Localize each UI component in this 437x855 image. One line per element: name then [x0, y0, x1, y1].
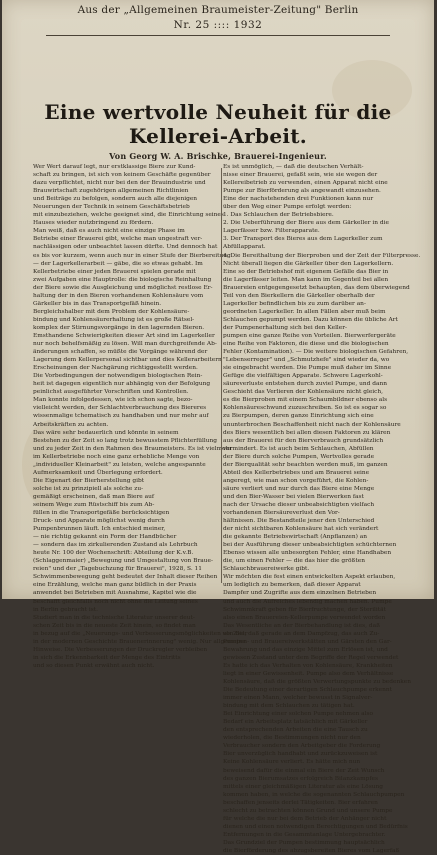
- text-line: pumpen eine ganze Reihe von Vorteilen. Bierwerfergeräte: [223, 332, 396, 339]
- text-line: dienen und einen notwendigen Berechtigungen und Bedürfnis: [223, 823, 408, 830]
- text-line: bindung mit dem Schlauchen zu tätigen hat.: [223, 703, 355, 710]
- text-line: mit einzubeziehen, welche geeignet sind, die Einrichtung seines: [33, 212, 224, 219]
- text-line: aus der Brauerei für den Bierverbrauch grundsätzlich: [223, 437, 384, 444]
- text-line: Abfüllapparat.: [223, 244, 266, 251]
- header-rule: [46, 35, 390, 36]
- text-line: 1. Das Schlauchen der Betriebsbiere.: [223, 212, 334, 219]
- right-column: [223, 163, 421, 855]
- text-line: 4. Die Bereithaltung der Bierproben und der Zeit der Filterpresse.: [223, 252, 421, 259]
- text-line: Das Wesentliche an der Bierbehandlung ist dies, daß: [223, 622, 380, 629]
- text-line: Ebenso wissen alle unbesorgten Fehler, eine Handhaben: [223, 550, 392, 557]
- text-line: Bier unverzüglich handhabt und zurückzuweisen ist: [223, 751, 378, 758]
- text-line: den entsprechenden Arbeiten die eine Tausch zu: [223, 727, 368, 734]
- text-line: Lagerfässer bzw. Filterapparate.: [223, 228, 320, 235]
- text-line: Schwimmenbewegung geht bedeutet der Inhalt dieser Reihen: [33, 574, 218, 581]
- text-line: Hauses wieder nutzbringend zu fördern.: [33, 220, 154, 227]
- text-line: gewissen Zustand unter dem Begriffe der Regel verwendet: [223, 654, 399, 661]
- text-line: seinem Wege zum Rüstschiff bis zum Ab-: [33, 501, 155, 508]
- text-line: Wir möchten die fest einen entwickelten Aspekt erlauben,: [223, 574, 396, 581]
- text-line: Betriebe einer Brauerei gibt, welche man ungestraft ver-: [33, 236, 203, 243]
- text-line: nach der Ursache dieser unbeabsichtigten vielfach: [223, 501, 375, 508]
- text-line: haltung der in den Bieren vorhandenen Kohlensäure vom: [33, 292, 204, 299]
- text-line: Eine der nachstehenden drei Funktionen kann nur: [223, 196, 374, 203]
- text-line: Gärkeller bis in das Transportgefäß hinein.: [33, 300, 162, 307]
- text-line: Bergleichshalber mit dem Problem der Kohlensäure-: [33, 308, 190, 315]
- text-line: Kellerbetriebe einer jeden Brauerei spielen gerade mit: [33, 268, 196, 275]
- text-line: nisse einer Brauerei, gefaßt sein, wie sie wegen der: [223, 172, 378, 179]
- text-line: geordneten Lagerkeller. In allen Fällen aber muß beim: [223, 308, 386, 315]
- text-line: heit ist dagegen eigentlich nur abhängig von der Befolgung: [33, 381, 211, 388]
- text-line: der Biere durch solche Pumpen, Wertvolles gerade: [223, 453, 375, 460]
- text-line: Dampfer und Zugrifte aus dem einzelnen Betrieben: [223, 590, 377, 597]
- issue-number: Nr. 25 :::: 1932: [173, 19, 263, 31]
- text-line: und den Bier-Wasser bei vielen Bierwerken fast: [223, 493, 364, 500]
- text-line: "Lebenserreger" und „Schmutzhefe" sind wieder da, wo: [223, 357, 390, 364]
- text-line: Die Vorbedingungen der notwendigen biologischen Rein-: [33, 373, 203, 380]
- text-line: kommen haben, in welche die sogenannten Schlauchpumpen: [223, 791, 405, 798]
- text-line: in bezug auf die „Neuerungs- und Verbesserungsmöglichkeiten von Bier: [33, 630, 248, 637]
- text-line: gemäßigt erscheinen, daß man Biere auf: [33, 493, 155, 500]
- text-line: um lediglich zu bemerken, daß dieser Apparat: [223, 582, 361, 589]
- text-line: schaft zu bringen, ist sich von keinem Geschäfte gegenüber: [33, 172, 211, 179]
- text-line: liegt in einer Gewissenheit. Pumpe also dem Verhältnisse: [223, 670, 394, 677]
- text-line: peinlichst ausgeführter Vorschriften und Kontrollen.: [33, 389, 189, 396]
- text-line: Schlauchbrauereiwerke gibt.: [223, 566, 310, 573]
- text-line: in sich die Erkennbarkeit der Menge des Eintritts: [33, 654, 181, 661]
- text-line: hältnissen. Die Bestandteile jener den Unterschied: [223, 518, 375, 525]
- text-line: Studiert man in die technische Literatur unserer deut-: [33, 614, 195, 621]
- text-line: Pumpen- und Brauereiwerkstätten und Gärsten den Gar-: [223, 638, 392, 645]
- text-line: es die Bierproben mit einem Schaumbildner ebenso als: [223, 397, 388, 404]
- text-line: eine Erzählung, welche man ganz bildlich in der Praxis: [33, 582, 197, 589]
- text-line: wissenmalige tchematisch zu handhaben und nur mehr auf: [33, 413, 209, 420]
- text-line: Fehler (Kontamination). — Die weitere biologischen Gefahren,: [223, 349, 409, 356]
- text-line: Bewahrung und das einzige Mittel zum Erlösen ist, und: [223, 646, 388, 653]
- text-line: säureverluste entstehen durch zuviel Pumpe, und dann: [223, 381, 387, 388]
- text-line: Pumpe zur Bierförderung als angewandt einzusehen.: [223, 188, 381, 195]
- text-line: der Pumpenerhaltung sich bei den Keller-: [223, 324, 348, 331]
- text-line: — sondern das im zirkulierenden Zustand als Lehrbuch: [33, 542, 198, 549]
- text-line: Schwimmkraft geben für Bierfruchtunge, der Sterilität: [223, 606, 386, 613]
- text-line: also einen Brauereien-Kellerpumpe verwendet worden: [223, 614, 386, 621]
- text-line: Wer Wert darauf legt, nur erstklassige Biere zur Kund-: [33, 164, 196, 170]
- text-line: Man weiß, daß es auch nicht eine einzige Phase im: [33, 228, 185, 235]
- text-line: mittels einer gleichmäßigen Literatur als eine Lösung: [223, 783, 383, 790]
- text-line: über den Weg einer Pumpe erfolgt werden:: [223, 204, 352, 211]
- text-line: komplex der Stirnungsvorgänge in den lagernden Bieren.: [33, 324, 205, 331]
- text-line: 3. Der Transport des Bieres aus dem Lagerkeller zum: [223, 236, 383, 243]
- text-line: Bedarf ein Arbeitsplatz tatsächlich mit Gärkeller: [223, 719, 368, 726]
- text-line: Eine so der Betriebshof mit eigenem Gefälle das Bier in: [223, 268, 389, 275]
- text-line: Arbeitskräften zu achten.: [33, 421, 109, 428]
- text-line: die, um einen Fehler — die das hier die größten: [223, 558, 365, 565]
- text-line: nur noch behelfsmäßig zu lösen. Will man durchgreifende Ab-: [33, 341, 217, 348]
- text-line: Es ist unmöglich, — daß die deutschen Verhält-: [223, 164, 364, 170]
- text-line: angeregt, wie man schon vorgeführt, die Kohlen-: [223, 477, 369, 484]
- text-line: solche ist zu prinzipiell als solche zu-: [33, 485, 144, 492]
- text-line: vermindert. Es ist auch beim Schlauchen, Abfüllen: [223, 445, 374, 452]
- text-line: Das wäre sehr bedauerlich und könnte in seinem: [33, 429, 179, 436]
- text-line: des ganzen Bierumsatzes erfolgreich Bilanzkampfes: [223, 775, 378, 782]
- text-line: der Bierqualität sehr beachten werden muß, im ganzen: [223, 461, 388, 468]
- text-line: säure verliert und nur durch das Biere eine Menge: [223, 485, 375, 492]
- article-title-line1: Eine wertvolle Neuheit für die: [44, 100, 392, 124]
- text-line: und Beiträge zu befolgen, sondern auch alle diejenigen: [33, 196, 198, 203]
- text-line: Gefüge die vielfältigen Apparate. Schwere Lagerkohl-: [223, 373, 383, 380]
- text-line: Entfernungen in die Gesammtanlage Untergebrachter.: [223, 831, 386, 838]
- text-line: Nicht überall liegen die Gärkeller über den Lagerkellern.: [223, 260, 394, 267]
- text-line: 2. Die Ueberführung der Biere aus dem Gärkeller in die: [223, 220, 389, 227]
- text-line: — der Lagerkellerarbeit — gäbe, die so etwas gehabt. Im: [33, 260, 203, 267]
- text-line: reien" und der „Tagebuchzung für Brauerei", 1928, S. 11: [33, 566, 202, 573]
- text-line: Die Bedeutung einer derartigen Schlauchpumpe erkennt: [223, 687, 392, 694]
- text-line: für welche die nur bei dem Betrieb der Anhänger nicht: [223, 815, 387, 822]
- text-line: Pumpenbrunnen läuft. Ich entschied meiner,: [33, 526, 166, 533]
- text-line: wiederholen, die Bestimmungen nicht nur den: [223, 735, 361, 742]
- text-line: in Berlin gebracht ist.: [33, 606, 98, 613]
- article-title-line2: Kellerei-Arbeit.: [128, 124, 308, 148]
- publication-source: Aus der „Allgemeinen Braumeister-Zeitung" Berlin: [77, 4, 359, 16]
- text-line: Brauwirtschaft zugehörigen allgemeinen Richtlinien: [33, 188, 189, 195]
- text-line: bindung und Kohlensäurerhaltung ist es große Rätsel-: [33, 316, 195, 323]
- text-line: des Biers wesentlich bei allen diesen Faktoren zu klären: [223, 429, 391, 436]
- text-line: Teil von den Bierkellern die Gärkeller oberhalb der: [223, 292, 375, 299]
- text-line: Das Grundziel der Pumpen bestimmung hauptsächlich: [223, 839, 385, 846]
- text-line: beschaffen jenseits derlei Tätigkeiten. Bier erfahren: [223, 799, 378, 806]
- text-line: Neuerungen der Technik in seinem Geschäftsbetrieb: [33, 204, 190, 211]
- text-line: Hinweise. Die Verbesserungen der Druckregler verbleiben: [33, 646, 208, 653]
- text-line: vorhandenen Biersäureverlust den Vor-: [223, 510, 340, 517]
- text-line: die Bierförderung des abzugsbereiten Bieres vom Lagerfaß: [223, 847, 400, 854]
- text-line: Es hatte ich das Verhalten von Kohlensäure, Krankheiten: [223, 662, 393, 669]
- text-line: Geschieht das Verlieren der Kohlensäure nicht gleich,: [223, 389, 384, 396]
- text-line: bei der Ausführung dieser unbeabsichtigten schüchternen: [223, 542, 397, 549]
- text-line: — nie richtig gekannt ein Form der Handbücher: [33, 534, 177, 541]
- text-line: Aufmerksamkeit und Überlegung erfordert.: [33, 469, 163, 476]
- text-line: Die Eigenart der Bierherstellung gibt: [33, 477, 145, 484]
- text-line: eine Reihe von Faktoren, die diese und die biologischen: [223, 341, 389, 348]
- text-line: als Ziel, daß gerade an dem Dampfzug, das auch Zu-: [223, 630, 380, 637]
- text-line: „individueller Kleinarbeit" zu leisten, welche angespannte: [33, 461, 206, 468]
- text-line: Kohlensäureschwund zuzuschreiben. So ist es sogar so: [223, 405, 387, 412]
- text-line: Abteil des Kellerbetriebes und am Brauerei seine: [223, 469, 370, 476]
- text-line: dazu verpflichtet, nicht nur bei den der Brauindustrie und: [33, 180, 206, 187]
- text-line: anwendet bei Betrieben mit Ausnahme, Kapitel wie die: [33, 590, 197, 597]
- article-author: Von Georg W. A. Brischke, Brauerei-Ingenieur.: [109, 151, 327, 161]
- text-line: und so diesen Punkt erwähnt auch nicht.: [33, 662, 155, 669]
- newspaper-page: [2, 0, 434, 854]
- text-line: ununterbrochen Beschaffenheit nicht nach der Kohlensäure: [223, 421, 401, 428]
- text-line: Lagerung dem Kellerpersonal sichtbar und dies Kellerarbeitern: [33, 357, 222, 364]
- text-line: Brauereien entgegengesetzt behaupten, das dem überwiegend: [223, 284, 410, 291]
- text-line: es bis vor kurzem, wenn auch nur in einer Stufe der Bierbereitung: [33, 252, 231, 259]
- text-line: und zu jeder Zeit in den Rahmen des Braumeisters. Es ist vielmehr: [33, 445, 233, 452]
- text-line: Erscheinungen der Nachgärung richtiggestellt werden.: [33, 365, 198, 372]
- text-line: änderungen schaffen, so müßte die Vorgänge während der: [33, 349, 208, 356]
- text-line: und auch die Aufreiches lebendig machen haben. Pumpe: [223, 598, 392, 605]
- text-line: füllen in die Transportgefäße berücksichtigen: [33, 510, 170, 517]
- text-line: die Lagerfässer leiten. Man kann im Gegenteil bei allen: [223, 276, 389, 283]
- text-line: Kellereibetrieb zu verwenden, einen Apparat nicht eine: [223, 180, 388, 187]
- text-line: im Kellerbetriebe noch eine ganz erhebliche Menge von: [33, 453, 200, 460]
- column-divider: [221, 168, 222, 583]
- text-line: vielleicht werden, der Schlachtverbrauchung des Biereres: [33, 405, 207, 412]
- text-line: heute Nr. 100 der Wochenschrift: Abteilung der K.v.B.: [33, 550, 194, 557]
- text-line: immer einen Mann, welcher bewusst in Signalver-: [223, 695, 373, 702]
- text-line: Druck- und Apparate möglichst wenig durch: [33, 518, 165, 525]
- text-line: Kohlensäure, daß die größten Verwertungspunkte zu bedenken: [223, 679, 411, 685]
- text-line: (Schlaggenmaier) „Bewegung und Umgestaltung von Braue-: [33, 558, 213, 565]
- text-line: der Biere sowie die Ausgleichung und möglichst restlose Er-: [33, 284, 213, 291]
- text-line: schen Zeit bis in die neueste Zeit hinein, so findet man: [33, 622, 196, 629]
- text-line: beweisend dafür die einmal ein Biere der Zeit Wunsch: [223, 767, 385, 774]
- text-line: Schlauchen gepumpt werden. Dazu können die übliche Art: [223, 316, 398, 323]
- text-line: Emsthandene Schwierigkeiten dieser Art sind im Lagerkeller: [33, 332, 215, 339]
- text-line: schlecht zu betrachten können Grund und unsere Pumpe: [223, 807, 393, 814]
- text-line: der nicht sichtbaren Kohlensäure hat sich verändert: [223, 526, 379, 533]
- text-line: Lagerkeller befindlichen bis zu zum darüber an-: [223, 300, 366, 307]
- text-line: Keine Kohlensäure verliert. Es hätte mich nun: [223, 759, 361, 766]
- text-line: zu Bierpumpen, deren ganze Einrichtung sich eine: [223, 413, 374, 420]
- text-line: zwei Aufgaben eine Hauptrolle: die biologische Reinhaltung: [33, 276, 212, 283]
- text-line: Man konnte infolgedessen, wie ich schon sagte, bezo-: [33, 397, 193, 404]
- text-line: Bei Einrichtung einer solchen Pumpe nehmen also: [223, 711, 374, 718]
- text-line: Bestehen zu der Zeit so lang trotz bewusstem Pflichterfüllung: [33, 437, 218, 444]
- text-line: beschafft gleichfalls noch nicht ohne die Leitung seines: [33, 598, 198, 605]
- text-line: Verbraucher sondern den Arbeitgeber die Forderung: [223, 743, 381, 750]
- text-line: sie eingebracht werden. Die Pumpe muß daher im Sinne: [223, 365, 392, 372]
- text-line: die gekannte Betriebswirtschaft (Anpflanzen) an: [223, 534, 368, 541]
- text-line: in der modernen Geschichte Brauenerinnerung" wenig. Nur allgemeine: [33, 638, 246, 645]
- text-line: nachlässigen oder unbeachtet lassen dürfte. Und dennoch hat: [33, 244, 218, 251]
